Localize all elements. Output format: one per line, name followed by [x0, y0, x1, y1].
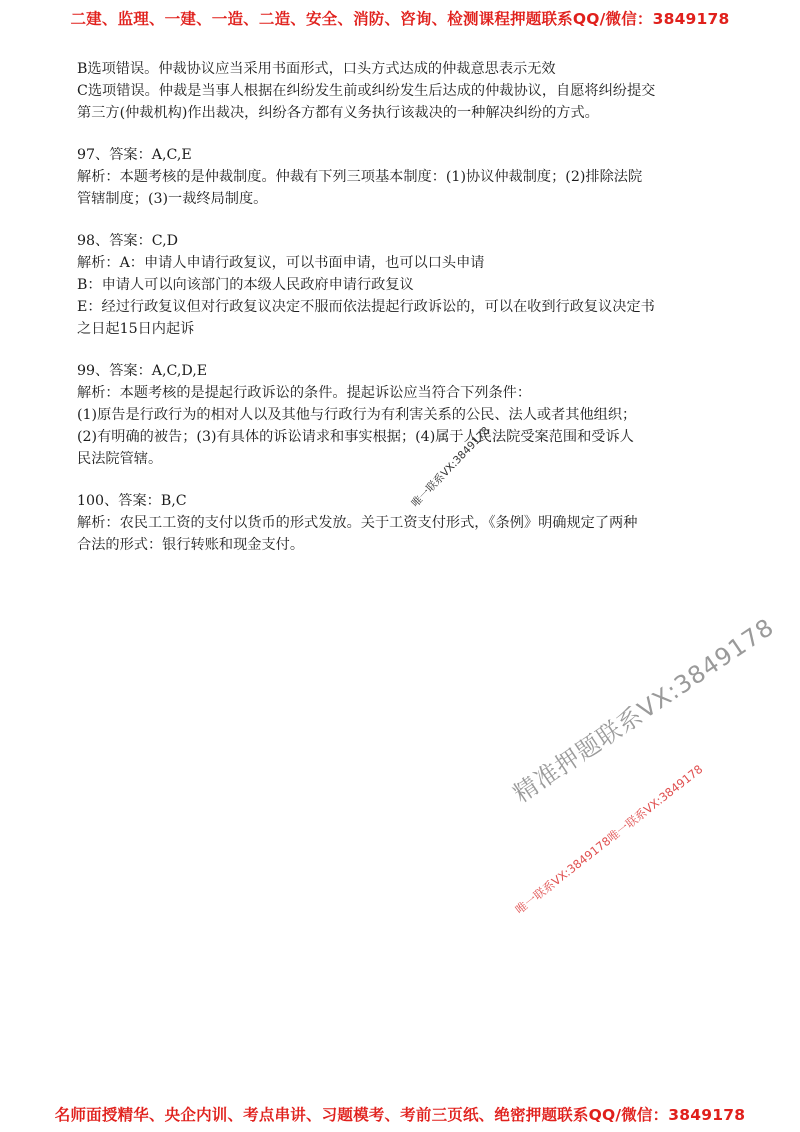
question-98-block	[77, 230, 737, 340]
answer-line: 98、答案：C,D	[77, 233, 179, 249]
text-line: 解析：本题考核的是提起行政诉讼的条件。提起诉讼应当符合下列条件：	[77, 385, 532, 401]
text-line: (2)有明确的被告；(3)有具体的诉讼请求和事实根据；(4)属于人民法院受案范围和受诉人	[77, 429, 634, 445]
question-99-block	[77, 360, 737, 470]
text-line: 之日起15日内起诉	[77, 321, 195, 337]
text-line: 民法院管辖。	[77, 451, 163, 467]
footer-banner: 名师面授精华、央企内训、考点串讲、习题模考、考前三页纸、绝密押题联系QQ/微信：3849178	[54, 1106, 746, 1124]
text-line: C选项错误。仲裁是当事人根据在纠纷发生前或纠纷发生后达成的仲裁协议，自愿将纠纷提交	[77, 83, 656, 99]
text-line: B选项错误。仲裁协议应当采用书面形式，口头方式达成的仲裁意思表示无效	[77, 61, 556, 77]
answer-line: 100、答案：B,C	[77, 493, 187, 509]
watermark-large: 精准押题联系VX:3849178	[508, 612, 780, 809]
text-line: 管辖制度；(3)一裁终局制度。	[77, 191, 268, 207]
intro-block	[77, 58, 737, 124]
question-97-block	[77, 144, 737, 210]
text-line: 第三方(仲裁机构)作出裁决，纠纷各方都有义务执行该裁决的一种解决纠纷的方式。	[77, 105, 599, 121]
text-line: B：申请人可以向该部门的本级人民政府申请行政复议	[77, 277, 414, 293]
watermark-red: 唯一联系VX:3849178唯一联系VX:3849178	[512, 761, 706, 917]
answer-line: 99、答案：A,C,D,E	[77, 363, 208, 379]
text-line: 解析：农民工工资的支付以货币的形式发放。关于工资支付形式，《条例》明确规定了两种	[77, 515, 638, 531]
text-line: 解析：A：申请人申请行政复议，可以书面申请，也可以口头申请	[77, 255, 485, 271]
answer-line: 97、答案：A,C,E	[77, 147, 192, 163]
text-line: E：经过行政复议但对行政复议决定不服而依法提起行政诉讼的，可以在收到行政复议决定书	[77, 299, 655, 315]
text-line: 合法的形式：银行转账和现金支付。	[77, 537, 305, 553]
watermark-small: 唯一联系VX:3849178	[409, 424, 493, 510]
header-banner: 二建、监理、一建、一造、二造、安全、消防、咨询、检测课程押题联系QQ/微信：3849178	[70, 10, 730, 28]
answer-explanations	[77, 58, 737, 576]
text-line: 解析：本题考核的是仲裁制度。仲裁有下列三项基本制度：(1)协议仲裁制度；(2)排除法院	[77, 169, 643, 185]
text-line: (1)原告是行政行为的相对人以及其他与行政行为有利害关系的公民、法人或者其他组织；	[77, 407, 637, 423]
